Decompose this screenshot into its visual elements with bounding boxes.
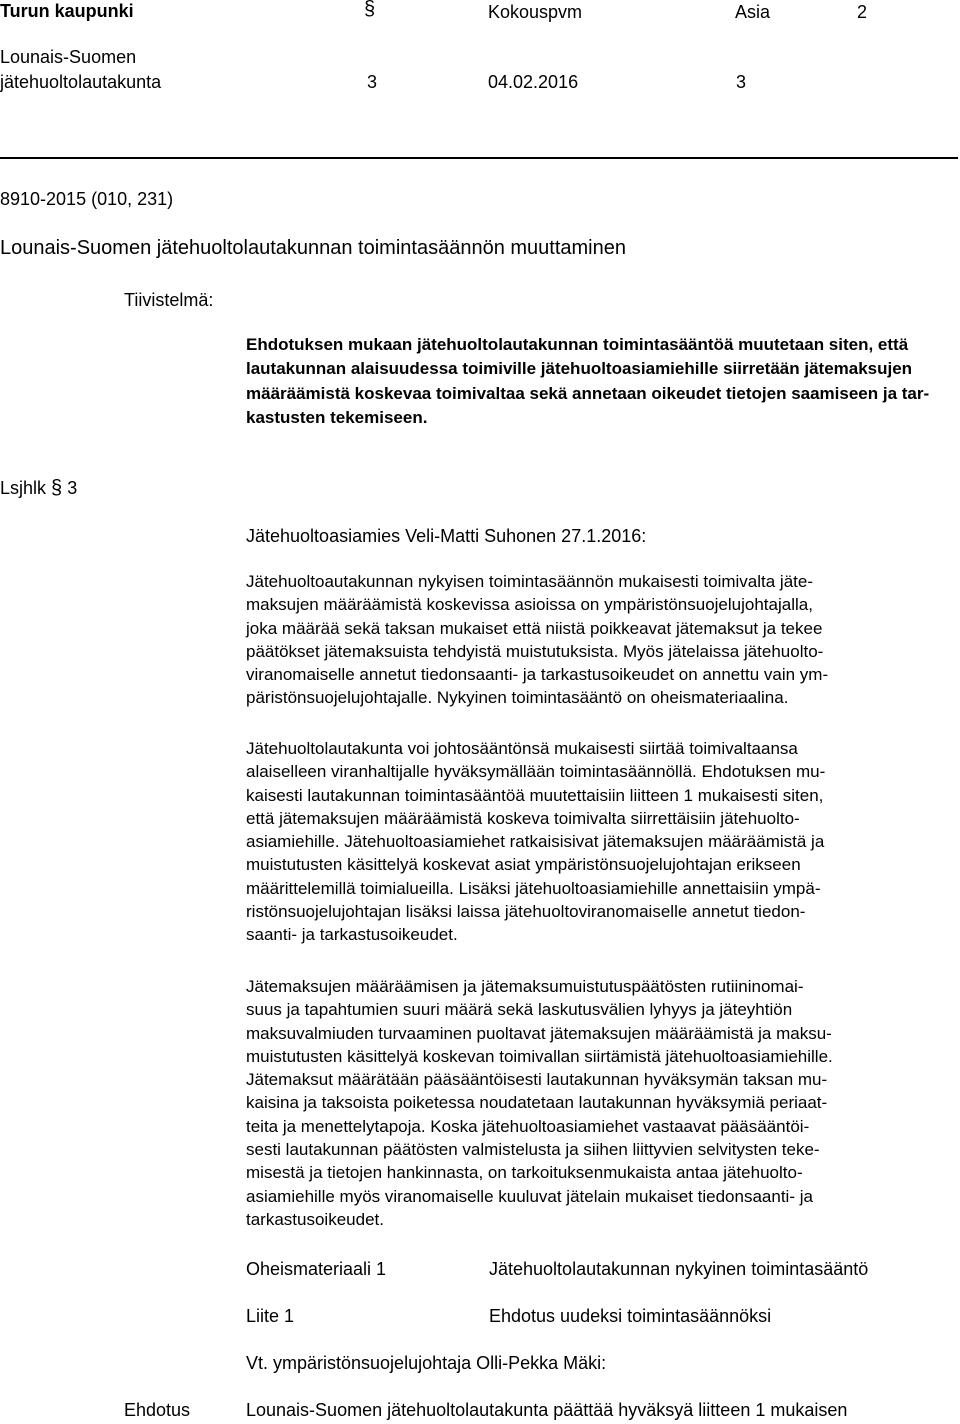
meeting-number: 3 [367,72,378,92]
meeting-date-label: Kokouspvm [488,2,583,22]
case-title: Lounais-Suomen jätehuoltolautakunnan toimintasäännön muuttaminen [0,237,626,259]
body-paragraph-1: Jätehuoltoautakunnan nykyisen toimintasäännön mukaisesti toimivalta jäte- maksujen määräämistä koskevissa asioissa on ympäristönsuojelujohtajalla, joka määrää sekä taksan mukaiset että niistä poikkeavat jätemaksut ja tekee päätökset jätemaksuista tehdyistä muistutuksista. Myös jätelaissa jätehuolto- viranomaiselle annetut tiedonsaanti- ja tarkastusoikeudet on annettu vain ym- päristönsuojelujohtajalle. Nykyinen toimintasääntö on oheismateriaalina. [246,572,829,708]
summary-label: Tiivistelmä: [124,290,214,310]
meeting-date: 04.02.2016 [488,72,579,92]
proposal-presenter: Vt. ympäristönsuojelujohtaja Olli-Pekka Mäki: [246,1353,607,1373]
case-reference: 8910-2015 (010, 231) [0,189,174,209]
appendix-label: Liite 1 [246,1306,295,1326]
appendix-title: Ehdotus uudeksi toimintasäännöksi [489,1306,772,1326]
body-paragraph-2: Jätehuoltolautakunta voi johtosääntönsä mukaisesti siirtää toimivaltaansa alaiselleen viranhaltijalle hyväksymällään toimintasäännöllä. Ehdotuksen mu- kaisesti lautakunnan toimintasääntöä muutettaisiin liitteen 1 mukaisesti siten, että jätemaksujen määräämistä koskeva toimivalta siirrettäisiin jätehuolto- asiamiehille. Jätehuoltoasiamiehet ratkaisisivat jätemaksujen määräämistä ja muistutusten käsittelyä koskevat asiat ympäristönsuojelujohtajan erikseen määrittelemillä toimialueilla. Lisäksi jätehuoltoasiamiehille annettaisiin ympä- ristönsuojelujohtajan lisäksi laissa jätehuoltoviranomaiselle annetut tiedon- saanti- ja tarkastusoikeudet. [246,739,826,945]
item-label: Asia [735,2,771,22]
section-label: Lsjhlk [0,478,47,498]
section-marker [0,478,77,499]
board-name-line2: jätehuoltolautakunta [0,72,162,92]
summary-text: Ehdotuksen mukaan jätehuoltolautakunnan toimintasääntöä muutetaan siten, että lautakunnan alaisuudessa toimiville jätehuoltoasiamiehille siirretään jätemaksujen määräämistä koskevaa toimivaltaa sekä annetaan oikeudet tietojen saamiseen ja tar- kastusten tekemiseen. [246,335,930,427]
item-number: 3 [736,72,747,92]
body-paragraph-3: Jätemaksujen määräämisen ja jätemaksumuistutuspäätösten rutiininomai- suus ja tapahtumien suuri määrä sekä laskutusvälien lyhyys ja jäteyhtiön maksuvalmiuden turvaaminen puoltavat jätemaksujen määräämistä ja maksu- muistutusten käsittelyä koskevan toimivallan siirtämistä jätehuoltoasiamiehille. Jätemaksut määrätään pääsääntöisesti lautakunnan hyväksymän taksan mu- kaisina ja taksoista poiketessa noudatetaan lautakunnan hyväksymiä periaat- teita ja menettelytapoja. Koska jätehuoltoasiamiehet vastaavat pääsääntöi- sesti lautakunnan päätösten valmistelusta ja siihen liittyvien selvitysten teke- misestä ja tietojen hankinnasta, on tarkoituksenmukaista antaa jätehuolto- asiamiehille myös viranomaiselle kuuluvat jätelain mukaiset tiedonsaanti- ja tarkastusoikeudet. [246,977,833,1229]
header-divider [0,157,958,159]
section-symbol-icon: § [364,0,376,20]
board-name-line1: Lounais-Suomen [0,47,137,67]
proposal-label: Ehdotus [124,1400,191,1420]
page-number: 2 [857,2,868,22]
city-name: Turun kaupunki [0,1,134,21]
section-symbol-icon: § [51,477,63,499]
section-number: 3 [67,478,78,498]
material-title: Jätehuoltolautakunnan nykyinen toimintasääntö [489,1259,869,1279]
material-label: Oheismateriaali 1 [246,1259,387,1279]
presenter-line: Jätehuoltoasiamies Veli-Matti Suhonen 27.1.2016: [246,526,647,546]
proposal-text: Lounais-Suomen jätehuoltolautakunta päättää hyväksyä liitteen 1 mukaisen [246,1400,848,1420]
